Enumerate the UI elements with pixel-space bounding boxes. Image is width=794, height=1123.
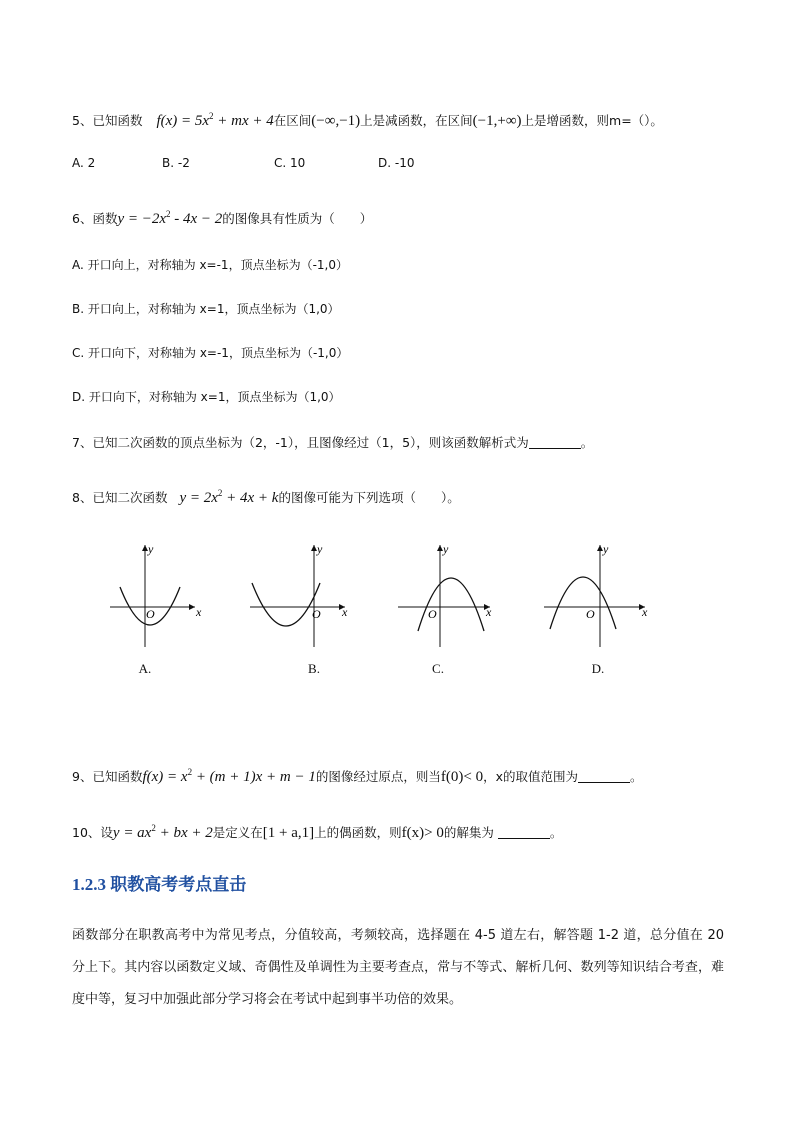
graph-c xyxy=(398,542,492,647)
q6-option-a: A. 开口向上，对称轴为 x=-1，顶点坐标为（-1,0） xyxy=(72,258,348,272)
graph-a xyxy=(110,542,202,647)
q8-graphs-svg xyxy=(100,535,670,655)
q9-suffix: ，x的取值范围为 xyxy=(483,769,578,784)
graph-d xyxy=(544,542,648,647)
q6-option-b: B. 开口向上，对称轴为 x=1，顶点坐标为（1,0） xyxy=(72,302,340,316)
graph-a-y-label: y xyxy=(148,542,154,556)
q5-text-mid2: 上是减函数，在区间 xyxy=(360,113,473,128)
graph-a-origin: O xyxy=(146,607,155,621)
q5-options xyxy=(72,156,432,176)
q10-function: $y = ax^2$ + bx + 2 xyxy=(112,823,213,841)
q9-condition: f(0)< 0 xyxy=(440,769,484,785)
q5-option-a: A. 2 xyxy=(72,156,96,170)
q7-text: 7、已知二次函数的顶点坐标为（2，-1），且图像经过（1，5），则该函数解析式为 xyxy=(72,435,529,450)
q9-prefix: 9、已知函数 xyxy=(72,769,143,784)
q9-text-mid: 的图像经过原点，则当 xyxy=(315,769,441,784)
graph-d-y-label: y xyxy=(603,542,609,556)
graph-c-x-label: x xyxy=(486,605,492,619)
q8-function: $y = 2x^2 + 4x + k$ xyxy=(179,488,279,506)
q6-option-d: D. 开口向下，对称轴为 x=1，顶点坐标为（1,0） xyxy=(72,390,341,404)
q5-function: $f(x) = 5x^2$ + mx + 4 xyxy=(156,111,274,129)
graph-b-y-label: y xyxy=(317,542,323,556)
q6-option-c: C. 开口向下，对称轴为 x=-1，顶点坐标为（-1,0） xyxy=(72,346,349,360)
question-10 xyxy=(72,818,562,843)
graph-b-label: B. xyxy=(308,661,320,676)
question-9 xyxy=(72,762,643,787)
q5-interval-2: (−1,+∞) xyxy=(472,113,522,129)
graph-c-label: C. xyxy=(432,661,444,676)
graph-a-x-label: x xyxy=(196,605,202,619)
q7-end: 。 xyxy=(580,435,594,450)
graph-d-label: D. xyxy=(591,661,605,676)
section-paragraph: 函数部分在职教高考中为常见考点，分值较高，考频较高，选择题在 4-5 道左右，解答题 1-2 道，总分值在 20 分上下。其内容以函数定义域、奇偶性及单调性为主要考查点，常与不等式、解析几何、数列等知识结合考查，难度中等，复习中加强此部分学习将会在考试中起到事半功倍的效果。 xyxy=(72,928,724,1007)
q5-suffix: 上是增函数，则m=（）。 xyxy=(521,113,663,128)
q5-option-b: B. -2 xyxy=(162,156,190,170)
q9-answer-blank xyxy=(578,768,630,783)
q5-interval-1: (−∞,−1) xyxy=(311,113,361,129)
question-7 xyxy=(72,433,593,453)
q9-function: $f(x) = x^2 + (m + 1)x + m - 1$ xyxy=(142,767,316,785)
q8-prefix: 8、已知二次函数 xyxy=(72,490,168,505)
parabola-d xyxy=(550,577,616,629)
q10-text-mid2: 上的偶函数，则 xyxy=(314,825,402,840)
q10-condition: f(x)> 0 xyxy=(401,825,444,841)
q10-prefix: 10、设 xyxy=(72,825,113,840)
q7-answer-blank xyxy=(529,434,581,449)
q10-answer-blank xyxy=(498,824,550,839)
q5-option-c: C. 10 xyxy=(274,156,306,170)
q10-interval: [1 + a,1] xyxy=(262,825,315,841)
q6-prefix: 6、函数 xyxy=(72,211,118,226)
q5-option-d: D. -10 xyxy=(378,156,415,170)
q6-function: $y = -2x^2 - 4x - 2$ xyxy=(117,209,223,227)
q10-text-mid: 是定义在 xyxy=(212,825,263,840)
graph-b xyxy=(250,542,348,647)
graph-d-x-label: x xyxy=(642,605,648,619)
question-8 xyxy=(72,483,460,508)
q10-end: 。 xyxy=(549,825,563,840)
q6-suffix: 的图像具有性质为（ ） xyxy=(222,211,373,226)
graph-c-y-label: y xyxy=(443,542,449,556)
q8-graph-options xyxy=(100,535,670,685)
parabola-b xyxy=(252,583,320,626)
q9-end: 。 xyxy=(630,769,643,784)
graph-c-origin: O xyxy=(428,607,437,621)
graph-b-origin: O xyxy=(312,607,321,621)
q8-suffix: 的图像可能为下列选项（ ）。 xyxy=(278,490,460,505)
graph-a-label: A. xyxy=(138,661,152,676)
parabola-c xyxy=(418,578,484,631)
graph-b-x-label: x xyxy=(342,605,348,619)
question-5 xyxy=(72,106,663,131)
section-heading: 1.2.3 职教高考考点直击 xyxy=(72,875,247,894)
question-6 xyxy=(72,204,372,229)
graph-d-origin: O xyxy=(586,607,595,621)
q5-text-mid1: 在区间 xyxy=(273,113,312,128)
q5-prefix: 5、已知函数 xyxy=(72,113,143,128)
q10-suffix: 的解集为 xyxy=(443,825,494,840)
